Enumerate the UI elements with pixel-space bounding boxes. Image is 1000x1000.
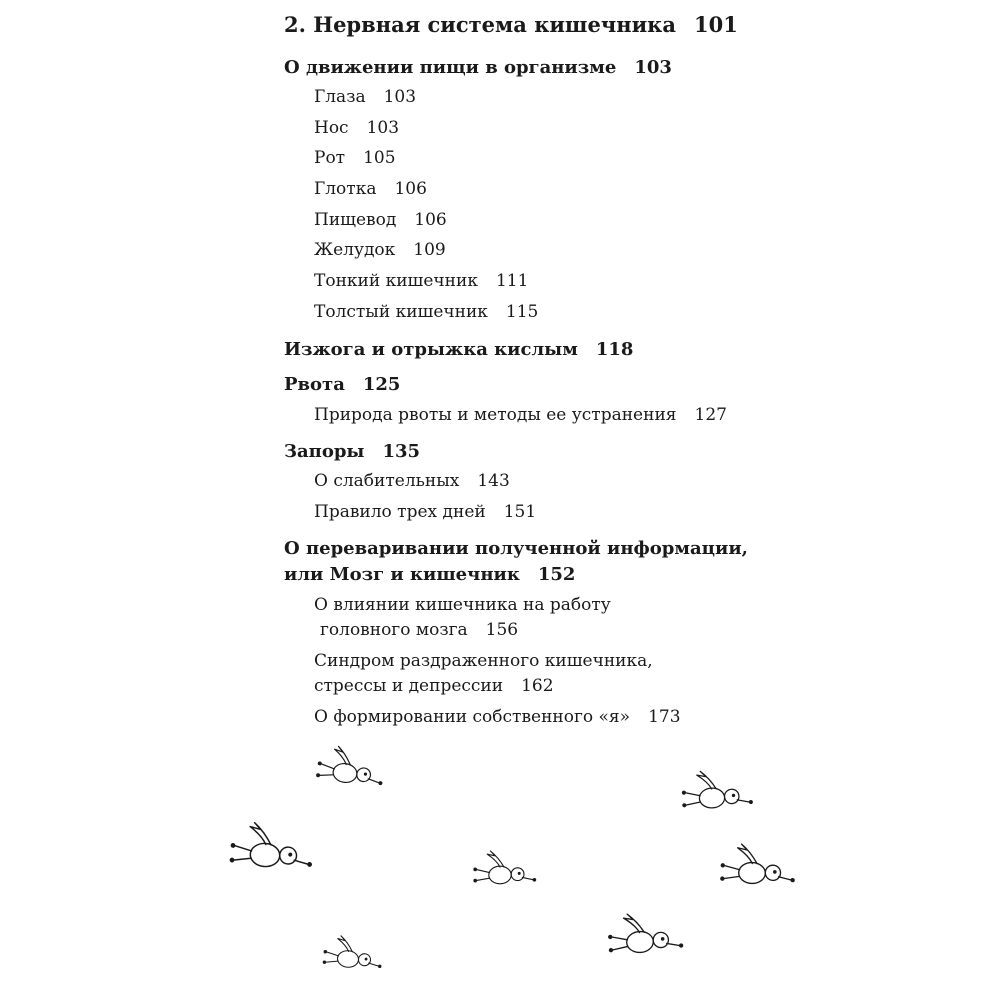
toc-entry: Глаза 103 xyxy=(314,87,417,107)
flying-figure-icon xyxy=(721,843,796,884)
toc-entry: Рот 105 xyxy=(314,148,396,168)
section-title-cont: или Мозг и кишечник 152 xyxy=(284,564,576,585)
flying-figure-icon xyxy=(474,851,536,884)
toc-entry: Глотка 106 xyxy=(314,179,427,199)
toc-entry-cont: головного мозга 156 xyxy=(320,620,519,640)
flying-figure-icon xyxy=(608,911,683,954)
flying-figure-icon xyxy=(682,770,753,809)
toc-entry: О формировании собственного «я» 173 xyxy=(314,707,681,727)
toc-entry: О влиянии кишечника на работу xyxy=(314,595,611,615)
toc-entry: Пищевод 106 xyxy=(314,210,447,230)
section-title: О переваривании полученной информации, xyxy=(284,538,748,559)
toc-entry-cont: стрессы и депрессии 162 xyxy=(314,676,554,696)
flying-figure-icon xyxy=(323,934,383,970)
toc-entry: Толстый кишечник 115 xyxy=(314,302,539,322)
section-title: Изжога и отрыжка кислым 118 xyxy=(284,339,634,360)
toc-entry: Тонкий кишечник 111 xyxy=(314,271,529,291)
flying-figure-icon xyxy=(316,744,386,788)
flying-figures-illustration xyxy=(0,740,1000,1000)
toc-entry: О слабительных 143 xyxy=(314,471,510,491)
section-title: Запоры 135 xyxy=(284,441,421,462)
flying-figure-icon xyxy=(230,821,314,870)
chapter-page: 101 xyxy=(693,12,738,37)
toc-entry: Желудок 109 xyxy=(314,240,446,260)
section-title: О движении пищи в организме 103 xyxy=(284,57,672,78)
toc-entry: Нос 103 xyxy=(314,118,400,138)
chapter-title: 2. Нервная система кишечника 101 xyxy=(284,12,738,37)
section-title: Рвота 125 xyxy=(284,374,401,395)
toc-entry: Синдром раздраженного кишечника, xyxy=(314,651,653,671)
toc-entry: Правило трех дней 151 xyxy=(314,502,537,522)
toc-entry: Природа рвоты и методы ее устранения 127 xyxy=(314,405,727,425)
